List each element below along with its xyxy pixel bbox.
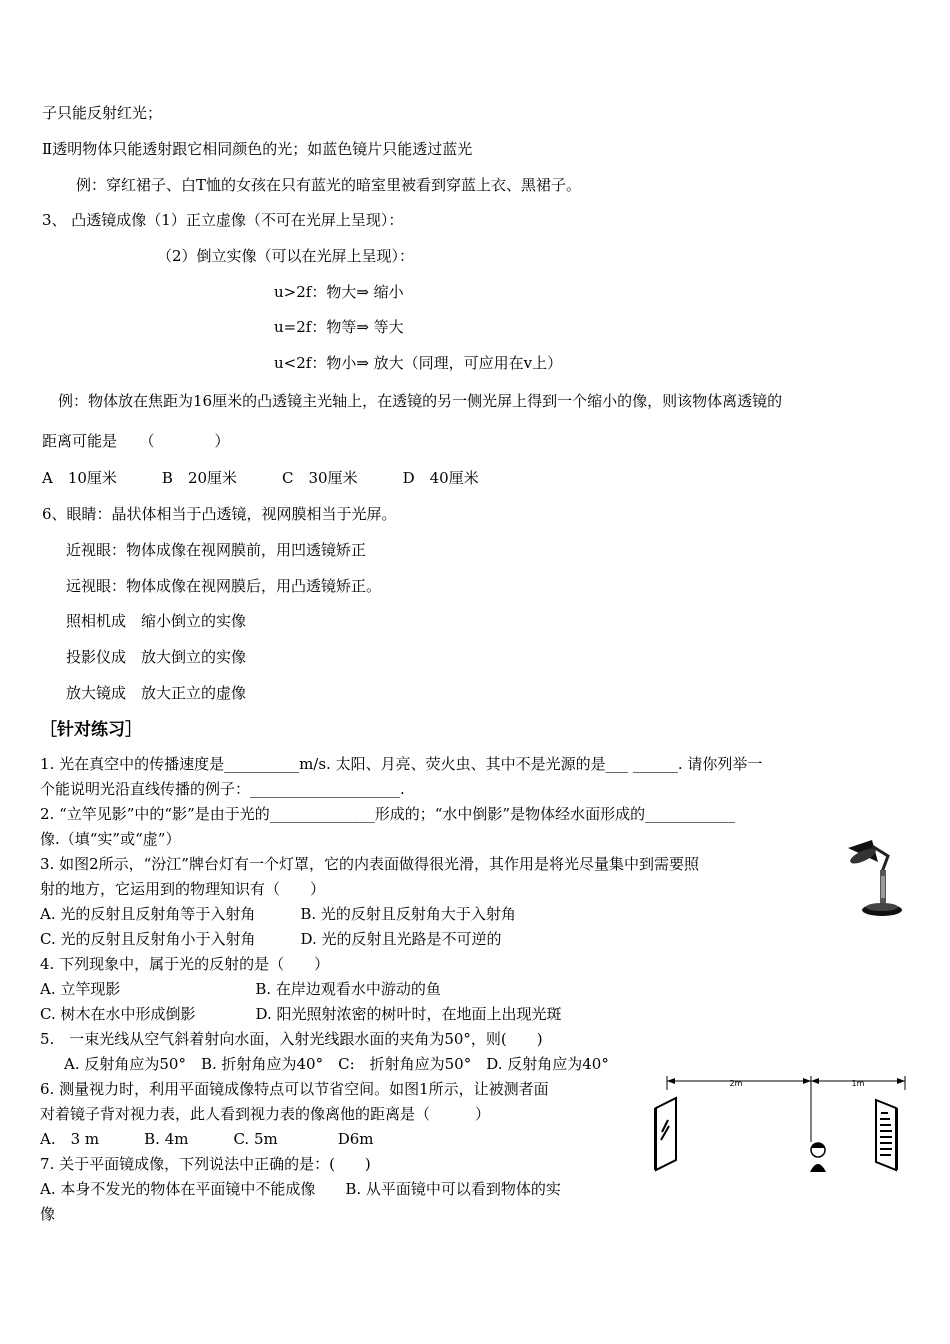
note-line: 近视眼：物体成像在视网膜前，用凹透镜矫正 xyxy=(66,541,367,559)
question-line: 4. 下列现象中，属于光的反射的是（ ） xyxy=(40,955,330,973)
note-line: 放大镜成 放大正立的虚像 xyxy=(66,684,247,702)
question-line: 像.（填“实”或“虚”） xyxy=(40,830,181,848)
question-line: 6. 测量视力时，利用平面镜成像特点可以节省空间。如图1所示，让被测者面 xyxy=(40,1080,549,1098)
note-line: 照相机成 缩小倒立的实像 xyxy=(66,612,247,630)
note-line: u>2f：物大⇒ 缩小 xyxy=(274,283,404,301)
note-line: u=2f：物等⇒ 等大 xyxy=(274,318,404,336)
question-line: 个能说明光沿直线传播的例子：____________________. xyxy=(40,780,405,798)
question-line: A. 反射角应为50° B. 折射角应为40° C: 折射角应为50° D. 反射角应为40° xyxy=(64,1055,609,1073)
question-line: C. 光的反射且反射角小于入射角 D. 光的反射且光路是不可逆的 xyxy=(40,930,502,948)
question-line: 1. 光在真空中的传播速度是__________m/s. 太阳、月亮、荧火虫、其中不是光源的是___ ______. 请你列举一 xyxy=(40,755,763,773)
question-line: A. 立竿现影 B. 在岸边观看水中游动的鱼 xyxy=(40,980,441,998)
question-line: 射的地方，它运用到的物理知识有（ ） xyxy=(40,880,326,898)
practice-heading: ［针对练习］ xyxy=(40,720,142,740)
note-line: （2）倒立实像（可以在光屏上呈现）： xyxy=(157,247,415,265)
note-line: 例：物体放在焦距为16厘米的凸透镜主光轴上，在透镜的另一侧光屏上得到一个缩小的像，则该物体离透镜的 xyxy=(58,392,783,410)
question-line: 像 xyxy=(40,1205,56,1223)
eye-chart-icon xyxy=(876,1100,898,1170)
desk-lamp-figure xyxy=(838,838,904,918)
dimension-label-1m: 1m xyxy=(851,1079,865,1088)
mirror-icon xyxy=(654,1098,676,1170)
question-line: 5. 一束光线从空气斜着射向水面，入射光线跟水面的夹角为50°，则( ) xyxy=(40,1030,543,1048)
note-line: 远视眼：物体成像在视网膜后，用凸透镜矫正。 xyxy=(66,577,382,595)
question-line: 7. 关于平面镜成像，下列说法中正确的是：( ) xyxy=(40,1155,371,1173)
note-line: Ⅱ透明物体只能透射跟它相同颜色的光；如蓝色镜片只能透过蓝光 xyxy=(42,140,473,158)
note-line: 距离可能是 （ ） xyxy=(42,432,230,450)
dimension-label-2m: 2m xyxy=(729,1079,743,1088)
vision-test-figure xyxy=(650,1076,912,1174)
lamp-icon xyxy=(848,840,902,916)
note-line: u<2f：物小⇒ 放大（同理，可应用在v上） xyxy=(274,354,563,372)
question-line: A. 光的反射且反射角等于入射角 B. 光的反射且反射角大于入射角 xyxy=(40,905,516,923)
note-line: 3、 凸透镜成像（1）正立虚像（不可在光屏上呈现）： xyxy=(42,211,404,229)
person-icon xyxy=(810,1143,826,1172)
question-line: A. 3 m B. 4m C. 5m D6m xyxy=(40,1130,374,1148)
question-line: 2. “立竿见影”中的“影”是由于光的______________形成的；“水中倒影”是物体经水面形成的____________ xyxy=(40,805,736,823)
note-line: 投影仪成 放大倒立的实像 xyxy=(66,648,247,666)
note-line: 例：穿红裙子、白T恤的女孩在只有蓝光的暗室里被看到穿蓝上衣、黑裙子。 xyxy=(76,176,582,194)
question-line: C. 树木在水中形成倒影 D. 阳光照射浓密的树叶时，在地面上出现光斑 xyxy=(40,1005,562,1023)
note-line: 6、眼睛：晶状体相当于凸透镜，视网膜相当于光屏。 xyxy=(42,505,397,523)
question-line: 3. 如图2所示，“汾江”牌台灯有一个灯罩，它的内表面做得很光滑，其作用是将光尽量集中到需要照 xyxy=(40,855,699,873)
note-line: A 10厘米 B 20厘米 C 30厘米 D 40厘米 xyxy=(42,469,479,487)
note-line: 子只能反射红光； xyxy=(42,104,163,122)
question-line: A. 本身不发光的物体在平面镜中不能成像 B. 从平面镜中可以看到物体的实 xyxy=(40,1180,561,1198)
question-line: 对着镜子背对视力表，此人看到视力表的像离他的距离是（ ） xyxy=(40,1105,491,1123)
